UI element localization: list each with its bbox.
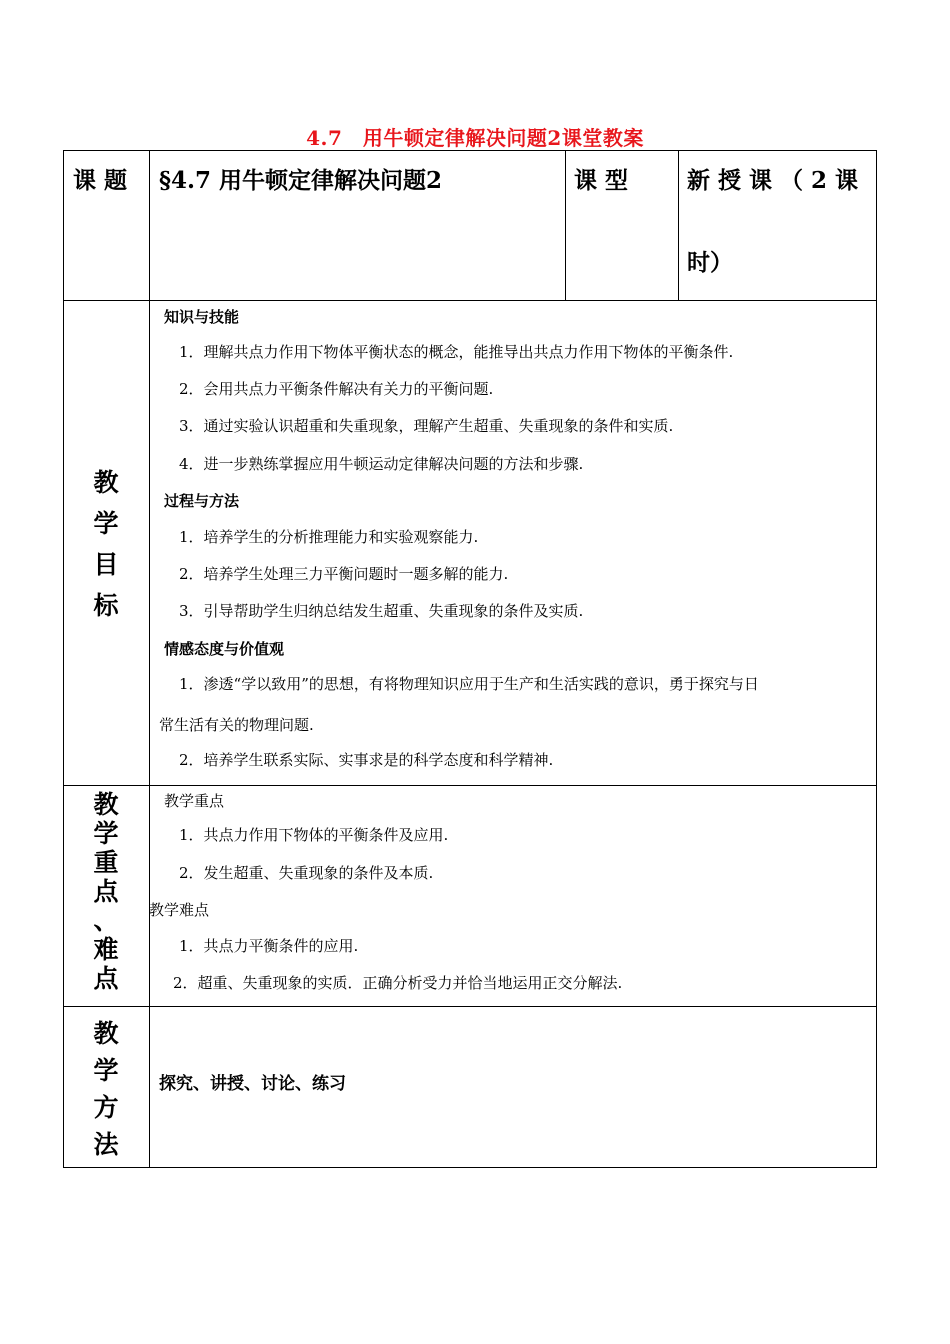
difficulty-item-1: 1．共点力平衡条件的应用. <box>179 937 359 955</box>
focus-item-1: 1．共点力作用下物体的平衡条件及应用. <box>179 826 449 844</box>
document-title: 4.7 用牛顿定律解决问题2课堂教案 <box>306 126 644 150</box>
focus-item-2: 2．发生超重、失重现象的条件及本质. <box>179 864 434 882</box>
knowledge-item-4: 4．进一步熟练掌握应用牛顿运动定律解决问题的方法和步骤. <box>179 455 584 473</box>
difficulty-heading: 教学难点 <box>149 901 210 919</box>
process-item-2: 2．培养学生处理三力平衡问题时一题多解的能力. <box>179 565 509 583</box>
lesson-plan-table <box>63 150 877 1168</box>
type-value-line1: 新 授 课 （ 2 课 <box>687 167 859 194</box>
knowledge-item-1: 1．理解共点力作用下物体平衡状态的概念，能推导出共点力作用下物体的平衡条件. <box>179 343 734 361</box>
knowledge-heading: 知识与技能 <box>164 308 240 326</box>
attitude-item-2: 2．培养学生联系实际、实事求是的科学态度和科学精神. <box>179 751 554 769</box>
attitude-item-1-line1: 1．渗透“学以致用”的思想，有将物理知识应用于生产和生活实践的意识，勇于探究与日 <box>179 675 759 693</box>
difficulty-item-2: 2．超重、失重现象的实质．正确分析受力并恰当地运用正交分解法. <box>173 974 623 992</box>
process-item-3: 3．引导帮助学生归纳总结发生超重、失重现象的条件及实质. <box>179 602 584 620</box>
type-value-line2: 时） <box>687 249 733 276</box>
knowledge-item-2: 2．会用共点力平衡条件解决有关力的平衡问题. <box>179 380 494 398</box>
knowledge-item-3: 3．通过实验认识超重和失重现象，理解产生超重、失重现象的条件和实质. <box>179 417 674 435</box>
topic-label: 课 题 <box>73 167 128 194</box>
focus-heading: 教学重点 <box>164 792 225 810</box>
objectives-label: 教 学 目 标 <box>93 468 119 620</box>
type-label: 课 型 <box>574 167 629 194</box>
methods-label: 教 学 方 法 <box>93 1019 119 1159</box>
attitude-heading: 情感态度与价值观 <box>164 640 285 658</box>
process-item-1: 1．培养学生的分析推理能力和实验观察能力. <box>179 528 479 546</box>
methods-value: 探究、讲授、讨论、练习 <box>159 1074 346 1094</box>
attitude-item-1-line2: 常生活有关的物理问题. <box>159 716 314 734</box>
topic-value: §4.7 用牛顿定律解决问题2 <box>159 167 443 194</box>
keypoints-label: 教 学 重 点 、 难 点 <box>93 790 119 993</box>
process-heading: 过程与方法 <box>164 492 240 510</box>
